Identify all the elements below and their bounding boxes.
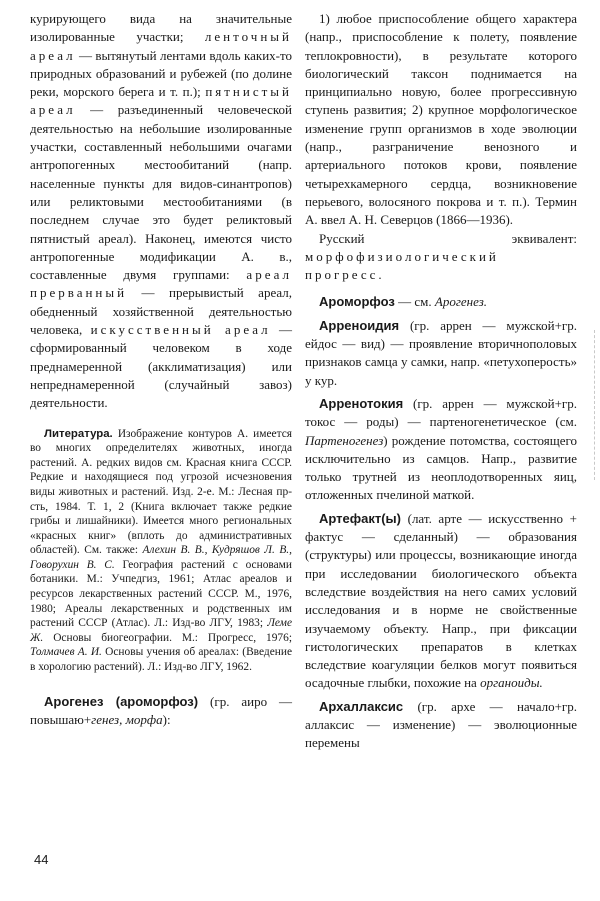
entry-aromorphosis: Ароморфоз — см. Арогенез. xyxy=(319,294,488,310)
page-edge-mark xyxy=(594,330,597,480)
entry-term: Ароморфоз xyxy=(319,294,395,310)
areal-types-paragraph: курирующего вида на значительные изолированные участки; ленточный ареал — вытянутый лентами вдоль каких-то природных образований и рубежей (по долине реки, морского берега и т. п.); пятнистый ареал — разъединенный человеческой деятельностью на небольшие изолированные участки, составленный небольшими очагами антропогенных местообитаний (напр. населенные пункты для видов-синантропов) или реликтовыми местообитаниями (в последнем случае это будет реликтовый пятнистый ареал). Наконец, имеются чисто антропогенные модификации А. в., составленные двумя группами: ареал прерванный — прерывистый ареал, обедненный хозяйственной деятельностью человека, искусственный ареал — сформированный человеком в ходе преднамеренной (акклиматизация) или непреднамеренной (случайный завоз) деятельности. xyxy=(30,11,292,411)
literature-authors: Алехин В. В., Кудряшов Л. В., Говорухин В. С. xyxy=(30,544,292,571)
arogenesis-definition: 1) любое приспособление общего характера (напр., приспособление к полету, появление теплокровности), в результате которого биологический таксон поднимается на принципиально новую, более прогрессивную ступень развития; 2) крупное морфологическое изменение групп организмов в ходе эволюции (напр., разграничение венозного и артериального потоков крови, появление четырехкамерного сердца, возникновение перьевого, волосяного покрова и т. п.). Термин А. ввел А. Н. Северцов (1866—1936). xyxy=(305,11,577,228)
term-spotted-areal: пятнистый ареал xyxy=(30,84,292,118)
term-artificial-areal: искусственный ареал xyxy=(90,322,271,338)
cross-reference: генез, морфа xyxy=(91,711,163,727)
entry-arrenotokia: Арренотокия (гр. аррен — мужской+гр. токос — роды) — партеногенетическое (см. Партеногенез) рождение потомства, состоящего исключительно из самцов. Напр., развитие только трутней из неоплодотворенных яиц, отложенных пчелиной маткой. xyxy=(305,395,577,503)
cross-reference: Арогенез. xyxy=(434,294,488,310)
cross-reference: органоиды. xyxy=(480,675,543,691)
russian-equivalent: Русский эквивалент: морфофизиологический прогресс. xyxy=(305,230,577,283)
entry-term: Арренотокия xyxy=(319,395,404,411)
term-ribbon-areal: ленточный ареал xyxy=(30,29,292,63)
entry-term: Артефакт(ы) xyxy=(319,510,401,526)
entry-archallaxis: Архаллаксис (гр. архе — начало+гр. аллаксис — изменение) — эволюционные перемены xyxy=(305,698,577,751)
entry-term: Архаллаксис xyxy=(319,698,404,714)
entry-term: Арреноидия xyxy=(319,317,400,333)
cross-reference: Партеногенез xyxy=(305,432,384,448)
left-column xyxy=(30,10,292,729)
entry-term: Арогенез (ароморфоз) xyxy=(44,693,199,709)
term-interrupted-areal: ареал прерванный xyxy=(30,267,292,301)
equivalent-term: морфофизиологический прогресс. xyxy=(305,248,499,283)
entry-artefact: Артефакт(ы) (лат. арте — искусственно + фактус — сделанный) — образования (структуры) или процессы, возникающие иногда при исследовании биологического объекта вследствие воздействия на него самих условий исследования и в норме не свойственные изучаемому объекту. Напр., при фиксации гистологических препаратов в клетках вследствие коагуляции белков могут появиться осадочные глыбки, похожие на органоиды. xyxy=(305,510,577,691)
literature-heading: Литература. xyxy=(44,427,113,440)
entry-arrenoidia: Арреноидия (гр. аррен — мужской+гр. ейдос — вид) — проявление вторичнополовых признаков самца у самки, напр. «петухоперость» у кур. xyxy=(305,317,577,388)
entry-arogenesis: Арогенез (ароморфоз) (гр. аиро — повышаю+генез, морфа): xyxy=(30,693,293,727)
literature-block: Литература. Изображение контуров А. имеется во многих определителях животных, иногда растений. А. редких видов см. Красная книга СССР. Редкие и находящиеся под угрозой исчезновения виды животных и растений. Изд. 2-е. М.: Лесная пр-сть, 1984. Т. 1, 2 (Книга включает также редкие грибы и лишайники). Имеется много региональных «красных книг» (вплоть до административных областей). См. также: Алехин В. В., Кудряшов Л. В., Говорухин В. С. География растений с основами ботаники. М.: Учпедгиз, 1961; Атлас ареалов и ресурсов лекарственных растений СССР. М., 1976, 1980; Ареалы лекарственных и родственных им растений СССР (Атлас). Л.: Изд-во ЛГУ, 1983; Леме Ж. Основы биогеографии. М.: Прогресс, 1976; Толмачев А. И. Основы учения об ареалах: (Введение в хорологию растений). Л.: Изд-во ЛГУ, 1962. xyxy=(30,427,292,674)
right-column xyxy=(305,10,577,753)
page-number: 44 xyxy=(34,852,49,867)
literature-author: Толмачев А. И. xyxy=(30,646,102,659)
literature-author: Леме Ж. xyxy=(30,617,292,644)
